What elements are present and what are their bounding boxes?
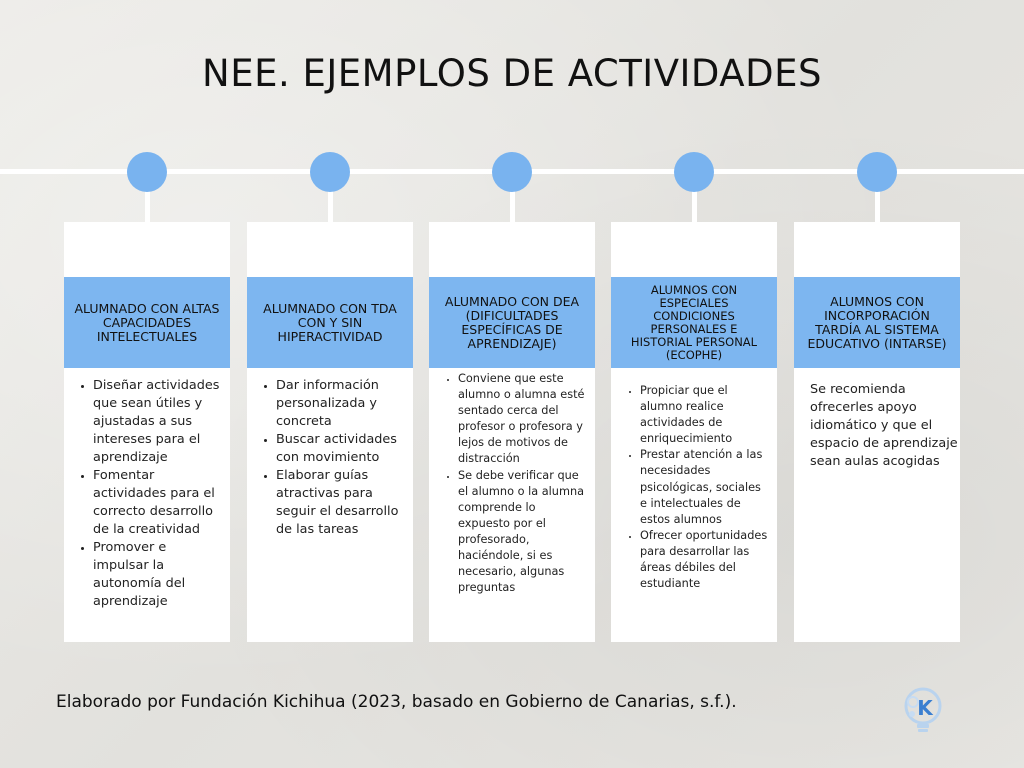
column-ecophe — [611, 152, 777, 642]
list-item: • Elaborar guías atractivas para seguir el desarrollo de las tareas — [276, 467, 405, 539]
svg-text:K: K — [917, 696, 933, 720]
list-item: • Promover e impulsar la autonomía del aprendizaje — [93, 539, 222, 611]
list-item: • Diseñar actividades que sean útiles y ajustadas a sus intereses para el aprendizaje — [93, 377, 222, 467]
list-item: • Prestar atención a las necesidades psicológicas, sociales e intelectuales de estos alumnos — [640, 447, 769, 527]
list-item: • Fomentar actividades para el correcto desarrollo de la creatividad — [93, 467, 222, 539]
bullet-list — [441, 371, 587, 596]
card-text: Se recomienda ofrecerles apoyo idiomático y que el espacio de aprendizaje sean aulas acogidas — [810, 382, 958, 469]
card-body — [64, 377, 230, 611]
connector — [875, 190, 880, 224]
list-item: • Buscar actividades con movimiento — [276, 431, 405, 467]
column-intarse — [794, 152, 960, 642]
bullet-list — [259, 377, 405, 539]
credit-text: Elaborado por Fundación Kichihua (2023, basado en Gobierno de Canarias, s.f.). — [56, 692, 737, 712]
card-body — [429, 371, 595, 596]
timeline-dot — [310, 152, 350, 192]
timeline-dot — [492, 152, 532, 192]
column-tda — [247, 152, 413, 642]
column-dea — [429, 152, 595, 642]
connector — [328, 190, 333, 224]
timeline-dot — [127, 152, 167, 192]
list-item: • Dar información personalizada y concreta — [276, 377, 405, 431]
list-item: • Se debe verificar que el alumno o la alumna comprende lo expuesto por el profesorado, haciéndole, si es necesario, algunas preguntas — [458, 468, 587, 597]
timeline-dot — [674, 152, 714, 192]
card-heading: ALUMNADO CON TDA CON Y SIN HIPERACTIVIDAD — [247, 277, 413, 368]
bullet-list — [76, 377, 222, 611]
card-body — [794, 377, 960, 471]
list-item: • Conviene que este alumno o alumna esté sentado cerca del profesor o profesora y lejos de motivos de distracción — [458, 371, 587, 468]
list-item: • Propiciar que el alumno realice actividades de enriquecimiento — [640, 383, 769, 447]
card-heading: ALUMNADO CON DEA (DIFICULTADES ESPECÍFICAS DE APRENDIZAJE) — [429, 277, 595, 368]
card-body — [611, 383, 777, 592]
card-heading: ALUMNOS CON ESPECIALES CONDICIONES PERSONALES E HISTORIAL PERSONAL (ECOPHE) — [611, 277, 777, 368]
card-heading: ALUMNADO CON ALTAS CAPACIDADES INTELECTUALES — [64, 277, 230, 368]
page-title: NEE. EJEMPLOS DE ACTIVIDADES — [202, 52, 822, 95]
card-heading: ALUMNOS CON INCORPORACIÓN TARDÍA AL SISTEMA EDUCATIVO (INTARSE) — [794, 277, 960, 368]
timeline-dot — [857, 152, 897, 192]
lightbulb-k-logo-icon — [901, 686, 945, 736]
connector — [145, 190, 150, 224]
bullet-list — [623, 383, 769, 592]
card-body — [247, 377, 413, 539]
list-item: • Ofrecer oportunidades para desarrollar las áreas débiles del estudiante — [640, 528, 769, 592]
connector — [510, 190, 515, 224]
column-altas-capacidades — [64, 152, 230, 642]
connector — [692, 190, 697, 224]
